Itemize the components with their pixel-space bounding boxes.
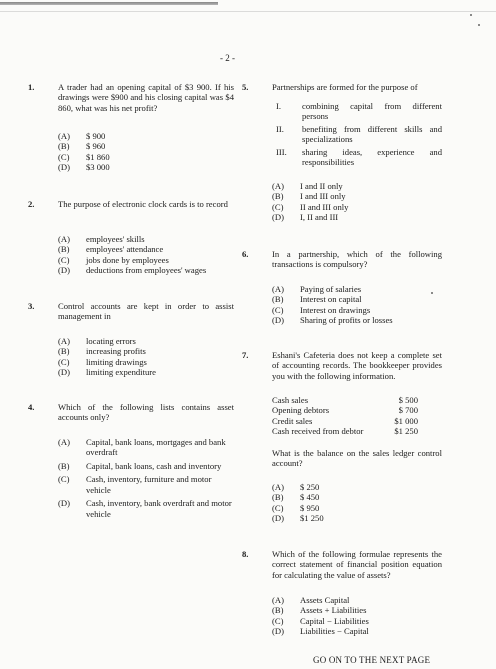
answer-options [272, 482, 442, 524]
question-text: A trader had an opening capital of $3 900. If his drawings were $900 and his closing capital was $4 860, what was his net profit? [58, 82, 234, 113]
answer-options [272, 284, 442, 326]
question-text: Which of the following lists contains asset accounts only? [58, 402, 234, 423]
table-row: Credit sales $1 000 [272, 415, 418, 426]
option-d[interactable]: (D) $3 000 [58, 162, 110, 173]
question-text: Partnerships are formed for the purpose of [272, 82, 418, 92]
option-b[interactable]: (B) Interest on capital [272, 294, 362, 305]
option-d[interactable]: (D) Liabilities − Capital [272, 626, 369, 637]
option-c[interactable]: (C) $1 860 [58, 151, 110, 162]
question-number: 8. [242, 549, 249, 559]
option-d[interactable]: (D) limiting expenditure [58, 367, 156, 378]
question-number: 7. [242, 350, 249, 360]
question-number: 1. [28, 82, 35, 92]
question-text: In a partnership, which of the following transactions is compulsory? [272, 249, 442, 270]
option-b[interactable]: (B) increasing profits [58, 346, 146, 357]
option-a[interactable]: (A) $ 900 [58, 131, 106, 141]
table-row: Cash sales $ 500 [272, 395, 418, 405]
option-b[interactable]: (B) Assets + Liabilities [272, 605, 367, 616]
option-a[interactable]: (A) Capital, bank loans, mortgages and bank overdraft [58, 437, 226, 458]
option-c[interactable]: (C) II and III only [272, 201, 349, 212]
table-row: Cash received from debtor $1 250 [272, 426, 418, 437]
statement-iii: III. sharing ideas, experience and responsibilities [276, 146, 442, 168]
question-number: 3. [28, 301, 35, 311]
answer-options [58, 131, 234, 173]
scan-artifact-top [0, 2, 218, 5]
question-number: 4. [28, 402, 35, 412]
option-c[interactable]: (C) jobs done by employees [58, 254, 169, 265]
statement-list [276, 101, 442, 170]
option-d[interactable]: (D) $1 250 [272, 513, 324, 524]
answer-options [272, 181, 442, 223]
option-d[interactable]: (D) I, II and III [272, 212, 339, 223]
answer-options [58, 437, 234, 519]
option-b[interactable]: (B) I and III only [272, 191, 346, 202]
scan-speck [470, 14, 472, 16]
scan-artifact-line [0, 11, 496, 12]
option-c[interactable]: (C) $ 950 [272, 502, 320, 513]
option-c[interactable]: (C) limiting drawings [58, 356, 147, 367]
question-text: The purpose of electronic clock cards is to record [58, 199, 228, 209]
question-text: Control accounts are kept in order to assist management in [58, 301, 234, 322]
question-text: Which of the following formulae represents the correct statement of financial position equation for calculating the value of assets? [272, 549, 442, 580]
option-a[interactable]: (A) locating errors [58, 336, 136, 346]
option-a[interactable]: (A) Paying of salaries [272, 284, 362, 294]
question-number: 5. [242, 82, 249, 92]
option-a[interactable]: (A) Assets Capital [272, 595, 350, 605]
statement-i: I. combining capital from different persons [276, 101, 442, 122]
option-b[interactable]: (B) $ 450 [272, 492, 320, 503]
option-d[interactable]: (D) Sharing of profits or losses [272, 315, 393, 326]
scan-speck [478, 24, 480, 26]
question-number: 2. [28, 199, 35, 209]
option-a[interactable]: (A) I and II only [272, 181, 343, 191]
option-c[interactable]: (C) Capital − Liabilities [272, 615, 369, 626]
information-table [272, 395, 418, 437]
option-d[interactable]: (D) Cash, inventory, bank overdraft and motor vehicle [58, 498, 232, 519]
page-footer: GO ON TO THE NEXT PAGE [313, 655, 431, 665]
page-number: - 2 - [220, 53, 235, 63]
option-b[interactable]: (B) Capital, bank loans, cash and inventory [58, 460, 222, 471]
option-a[interactable]: (A) employees' skills [58, 234, 145, 244]
question-number: 6. [242, 249, 249, 259]
statement-ii: II. benefiting from different skills and specializations [276, 123, 442, 145]
table-row: Opening debtors $ 700 [272, 405, 418, 416]
option-a[interactable]: (A) $ 250 [272, 482, 320, 492]
option-b[interactable]: (B) $ 960 [58, 141, 106, 152]
option-c[interactable]: (C) Interest on drawings [272, 304, 371, 315]
answer-options [58, 336, 234, 378]
option-b[interactable]: (B) employees' attendance [58, 244, 164, 255]
answer-options [58, 234, 234, 276]
answer-options [272, 595, 442, 637]
followup-question: What is the balance on the sales ledger control account? [272, 448, 442, 469]
question-text: Eshani's Cafeteria does not keep a complete set of accounting records. The bookkeeper provides you with the following information. [272, 350, 442, 381]
option-d[interactable]: (D) deductions from employees' wages [58, 265, 207, 276]
option-c[interactable]: (C) Cash, inventory, furniture and motor vehicle [58, 474, 212, 495]
